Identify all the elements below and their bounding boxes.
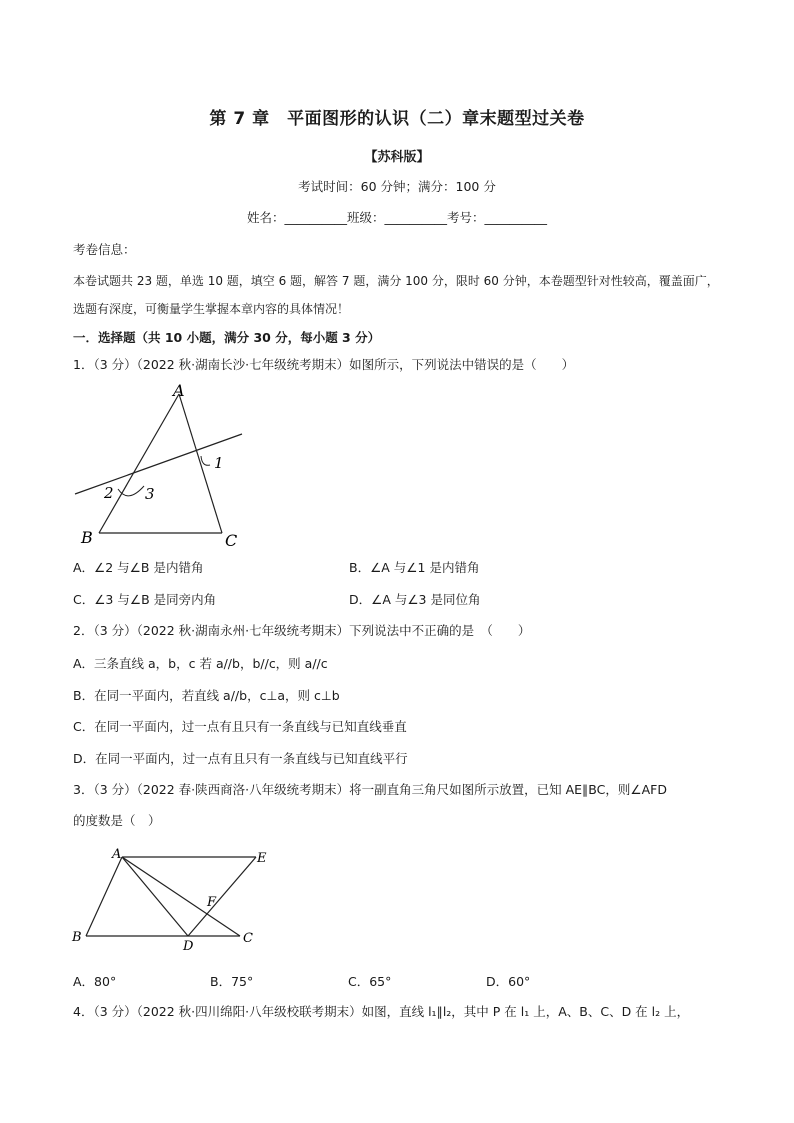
- vertex-e-label: E: [257, 851, 267, 866]
- angle-2-label: 2: [104, 484, 114, 502]
- q3-option-b[interactable]: B．75°: [210, 974, 254, 989]
- vertex-c-label: C: [225, 531, 238, 550]
- vertex-b-label: B: [81, 528, 93, 547]
- question-1-stem: 1．（3 分）（2022 秋·湖南长沙·七年级统考期末）如图所示，下列说法中错误的是（ ）: [73, 357, 575, 372]
- vertex-a-label: A: [112, 847, 122, 862]
- angle-3-label: 3: [145, 485, 155, 503]
- q3-option-a[interactable]: A．80°: [73, 974, 117, 989]
- vertex-f-label: F: [207, 895, 217, 910]
- q1-option-c[interactable]: C．∠3 与∠B 是同旁内角: [73, 592, 217, 607]
- question-3-stem: 3．（3 分）（2022 春·陕西商洛·八年级统考期末）将一副直角三角尺如图所示放置，已知 AE∥BC，则∠AFD: [73, 782, 667, 797]
- question-3-stem-cont: 的度数是（ ）: [73, 813, 161, 828]
- q2-option-a[interactable]: A．三条直线 a，b，c 若 a//b，b//c，则 a//c: [73, 656, 328, 671]
- exam-info: 考试时间：60 分钟；满分：100 分: [298, 179, 496, 194]
- angle-1-label: 1: [214, 454, 224, 472]
- vertex-d-label: D: [183, 939, 194, 952]
- vertex-b-label: B: [72, 930, 82, 945]
- q1-option-a[interactable]: A．∠2 与∠B 是内错角: [73, 560, 204, 575]
- question-3-figure: [68, 842, 278, 952]
- vertex-a-label: A: [173, 381, 185, 400]
- edition-label: 【苏科版】: [364, 150, 430, 165]
- section-heading: 一．选择题（共 10 小题，满分 30 分，每小题 3 分）: [73, 330, 381, 345]
- question-4-stem: 4．（3 分）（2022 秋·四川绵阳·八年级校联考期末）如图，直线 l₁∥l₂，其中 P 在 l₁ 上，A、B、C、D 在 l₂ 上，: [73, 1004, 690, 1019]
- info-label: 考卷信息：: [73, 242, 136, 257]
- q1-option-d[interactable]: D．∠A 与∠3 是同位角: [349, 592, 481, 607]
- page-title: 第 7 章 平面图形的认识（二）章末题型过关卷: [209, 109, 585, 129]
- question-1-figure: [70, 378, 250, 550]
- name-fields: 姓名：__________班级：__________考号：__________: [246, 210, 547, 225]
- q2-option-b[interactable]: B．在同一平面内，若直线 a//b，c⊥a，则 c⊥b: [73, 688, 340, 703]
- q1-option-b[interactable]: B．∠A 与∠1 是内错角: [349, 560, 480, 575]
- vertex-c-label: C: [243, 931, 253, 946]
- q3-option-d[interactable]: D．60°: [486, 974, 531, 989]
- question-2-stem: 2．（3 分）（2022 秋·湖南永州·七年级统考期末）下列说法中不正确的是 （ ）: [73, 623, 531, 638]
- q2-option-d[interactable]: D．在同一平面内，过一点有且只有一条直线与已知直线平行: [73, 751, 408, 766]
- info-text: 本卷试题共 23 题，单选 10 题，填空 6 题，解答 7 题，满分 100 分，限时 60 分钟，本卷题型针对性较高，覆盖面广，选题有深度，可衡量学生掌握本章内容的具体情况！: [73, 274, 719, 316]
- q3-option-c[interactable]: C．65°: [348, 974, 392, 989]
- q2-option-c[interactable]: C．在同一平面内，过一点有且只有一条直线与已知直线垂直: [73, 719, 407, 734]
